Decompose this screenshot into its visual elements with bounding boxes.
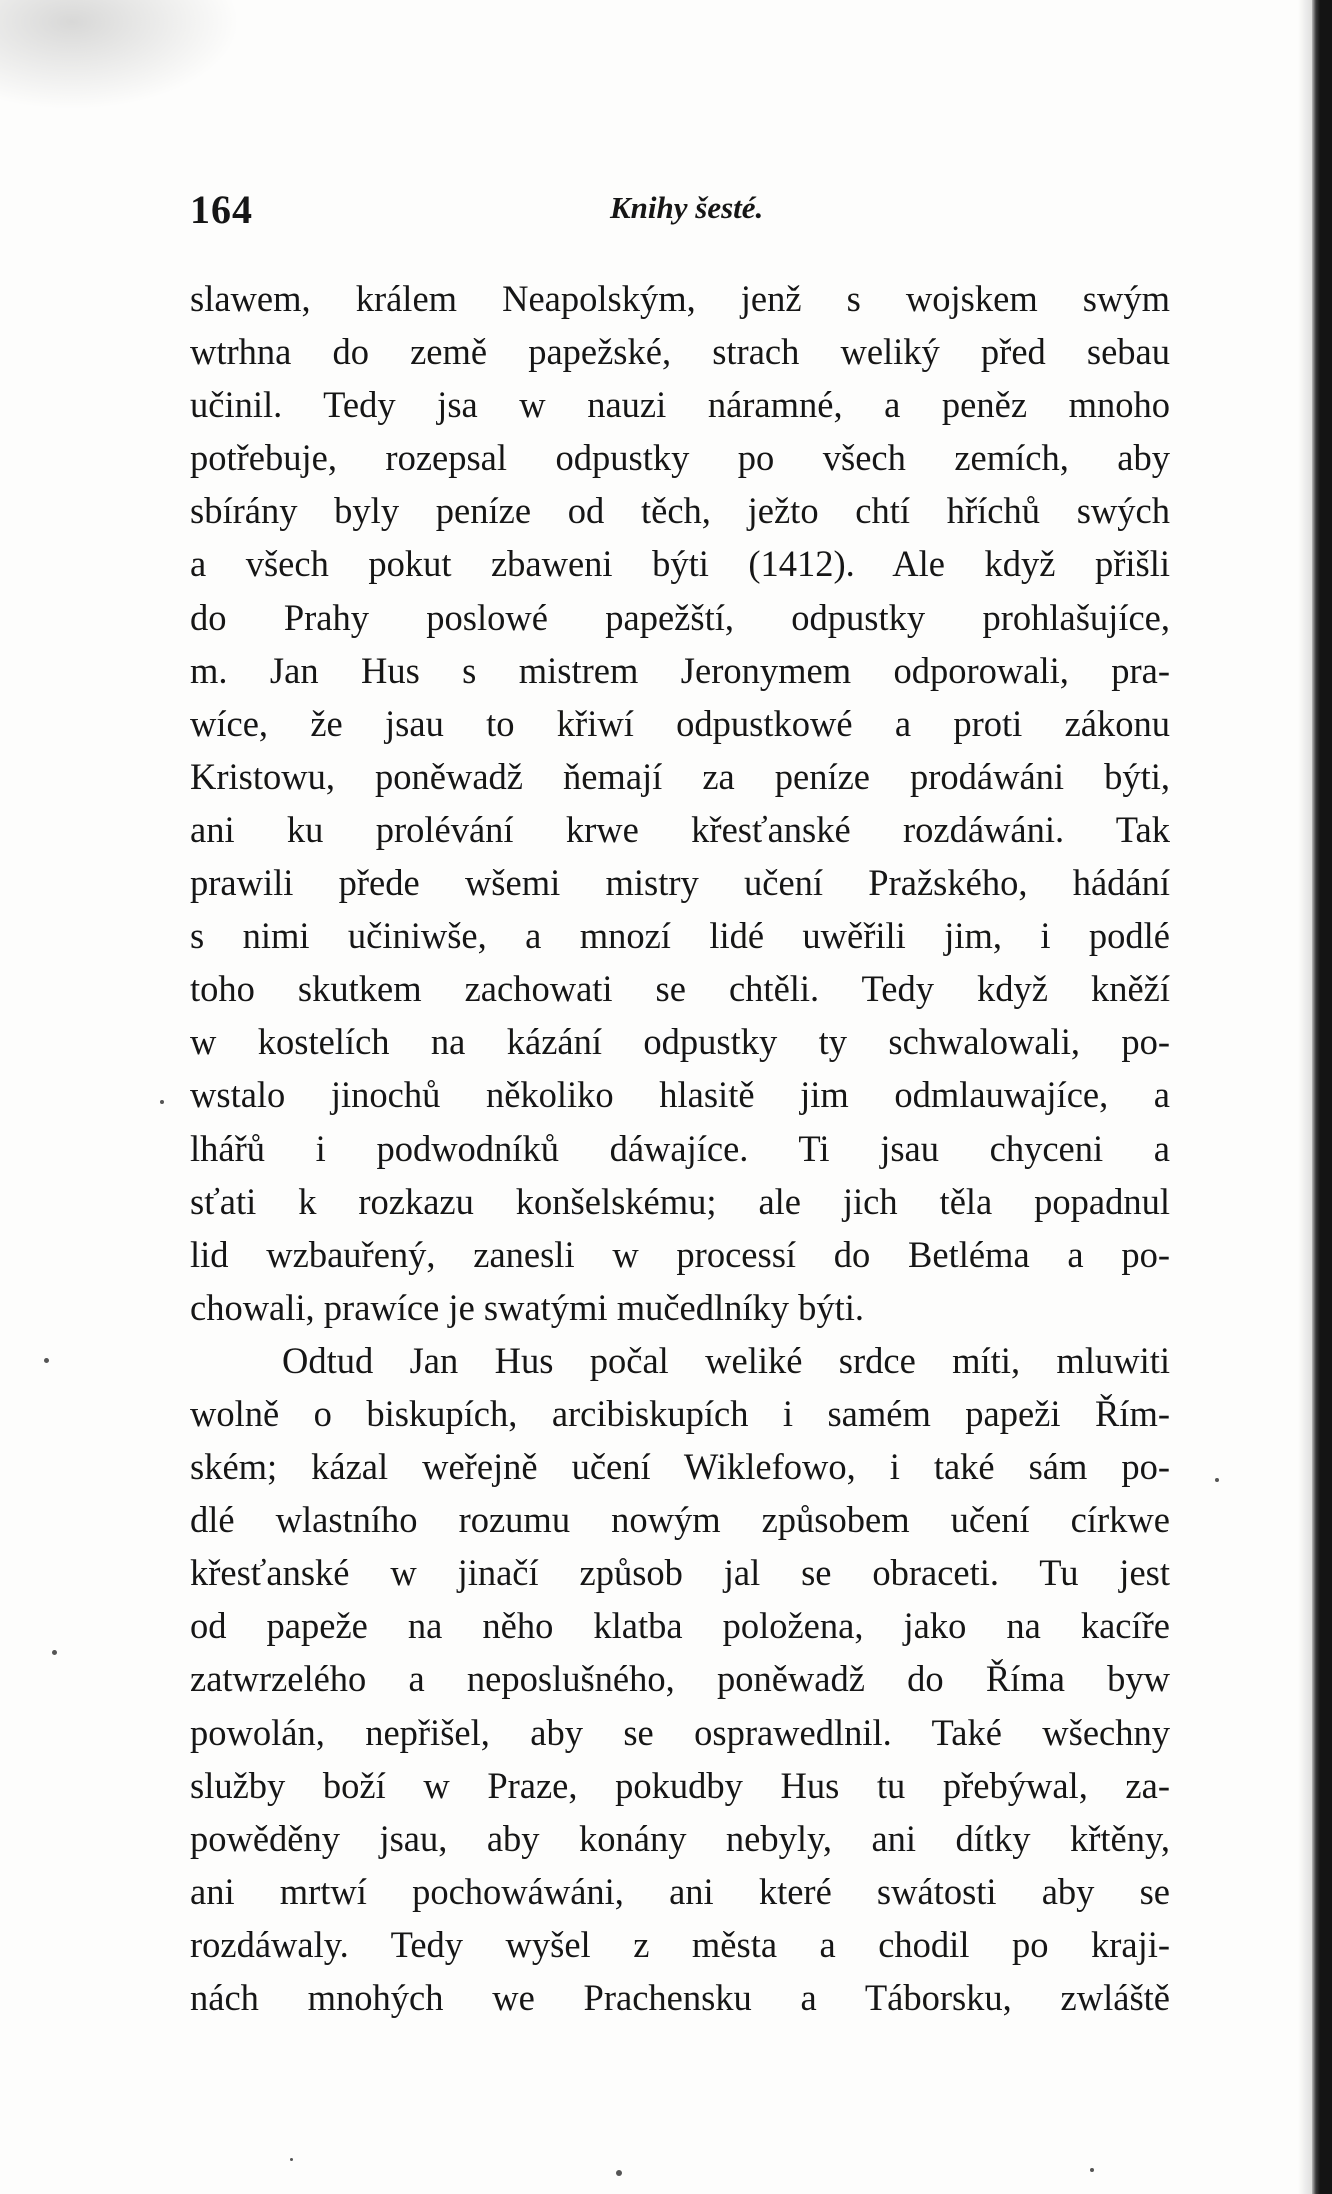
scan-speck [1215, 1478, 1219, 1482]
binding-edge [1312, 0, 1332, 2194]
text-line: wstalo jinochů několiko hlasitě jim odmlauwajíce, a [190, 1074, 1170, 1116]
text-line: Kristowu, poněwadž ňemají za peníze prodáwáni býti, [190, 755, 1170, 797]
page-number: 164 [190, 187, 253, 232]
scan-speck [1090, 2168, 1094, 2172]
scan-speck [290, 2158, 293, 2161]
text-line: zatwrzelého a neposlušného, poněwadž do Říma byw [190, 1658, 1170, 1700]
text-line: lhářů i podwodníků dáwajíce. Ti jsau chyceni a [190, 1127, 1170, 1169]
text-line: služby boží w Praze, pokudby Hus tu přebýwal, za- [190, 1764, 1170, 1806]
text-line: dlé wlastního rozumu nowým způsobem učení církwe [190, 1499, 1170, 1541]
text-line: Odtud Jan Hus počal weliké srdce míti, mluwiti [282, 1339, 1170, 1381]
text-line: powěděny jsau, aby konány nebyly, ani dítky křtěny, [190, 1817, 1170, 1859]
page-header [190, 186, 1170, 236]
paragraph-2 [190, 1334, 1170, 2024]
corner-smudge [0, 0, 240, 110]
text-line: od papeže na něho klatba položena, jako na kacíře [190, 1605, 1170, 1647]
text-line: powolán, nepřišel, aby se osprawedlnil. Také wšechny [190, 1711, 1170, 1753]
text-line: křesťanské w jinačí způsob jal se obraceti. Tu jest [190, 1552, 1170, 1594]
scan-speck [160, 1100, 164, 1104]
text-line: wíce, že jsau to křiwí odpustkowé a proti zákonu [190, 702, 1170, 744]
scan-speck [52, 1650, 57, 1655]
text-line: do Prahy poslowé papežští, odpustky prohlašujíce, [190, 596, 1170, 638]
text-line: nách mnohých we Prachensku a Táborsku, zwláště [190, 1977, 1170, 2018]
text-line: ani ku prolévání krwe křesťanské rozdáwáni. Tak [190, 808, 1170, 850]
text-line: s nimi učiniwše, a mnozí lidé uwěřili jim, i podlé [190, 915, 1170, 957]
text-line: lid wzbauřený, zanesli w processí do Betléma a po- [190, 1233, 1170, 1275]
binding-shadow [1298, 0, 1312, 2194]
text-line: rozdáwaly. Tedy wyšel z města a chodil po kraji- [190, 1923, 1170, 1965]
text-line: wolně o biskupích, arcibiskupích i samém papeži Řím- [190, 1392, 1170, 1434]
text-line: učinil. Tedy jsa w nauzi náramné, a peněz mnoho [190, 384, 1170, 426]
text-line: a všech pokut zbaweni býti (1412). Ale když přišli [190, 543, 1170, 585]
scan-speck [44, 1358, 49, 1363]
text-line: slawem, králem Neapolským, jenž s wojskem swým [190, 278, 1170, 319]
text-line: m. Jan Hus s mistrem Jeronymem odporowali, pra- [190, 649, 1170, 691]
text-line: wtrhna do země papežské, strach weliký před sebau [190, 331, 1170, 373]
text-line: prawili přede wšemi mistry učení Pražského, hádání [190, 862, 1170, 904]
text-line: chowali, prawíce je swatými mučedlníky býti. [190, 1286, 865, 1328]
text-line: w kostelích na kázání odpustky ty schwalowali, po- [190, 1021, 1170, 1063]
paragraph-1 [190, 272, 1170, 1334]
scan-speck [616, 2170, 622, 2176]
text-line: sťati k rozkazu konšelskému; ale jich těla popadnul [190, 1180, 1170, 1222]
body-text [190, 272, 1170, 2024]
running-head: Knihy šesté. [610, 190, 764, 225]
text-line: ském; kázal weřejně učení Wiklefowo, i také sám po- [190, 1446, 1170, 1488]
text-line: potřebuje, rozepsal odpustky po všech zemích, aby [190, 437, 1170, 479]
text-line: toho skutkem zachowati se chtěli. Tedy když kněží [190, 968, 1170, 1010]
text-line: ani mrtwí pochowáwáni, ani které swátosti aby se [190, 1870, 1170, 1912]
text-line: sbírány byly peníze od těch, ježto chtí hříchů swých [190, 490, 1170, 532]
